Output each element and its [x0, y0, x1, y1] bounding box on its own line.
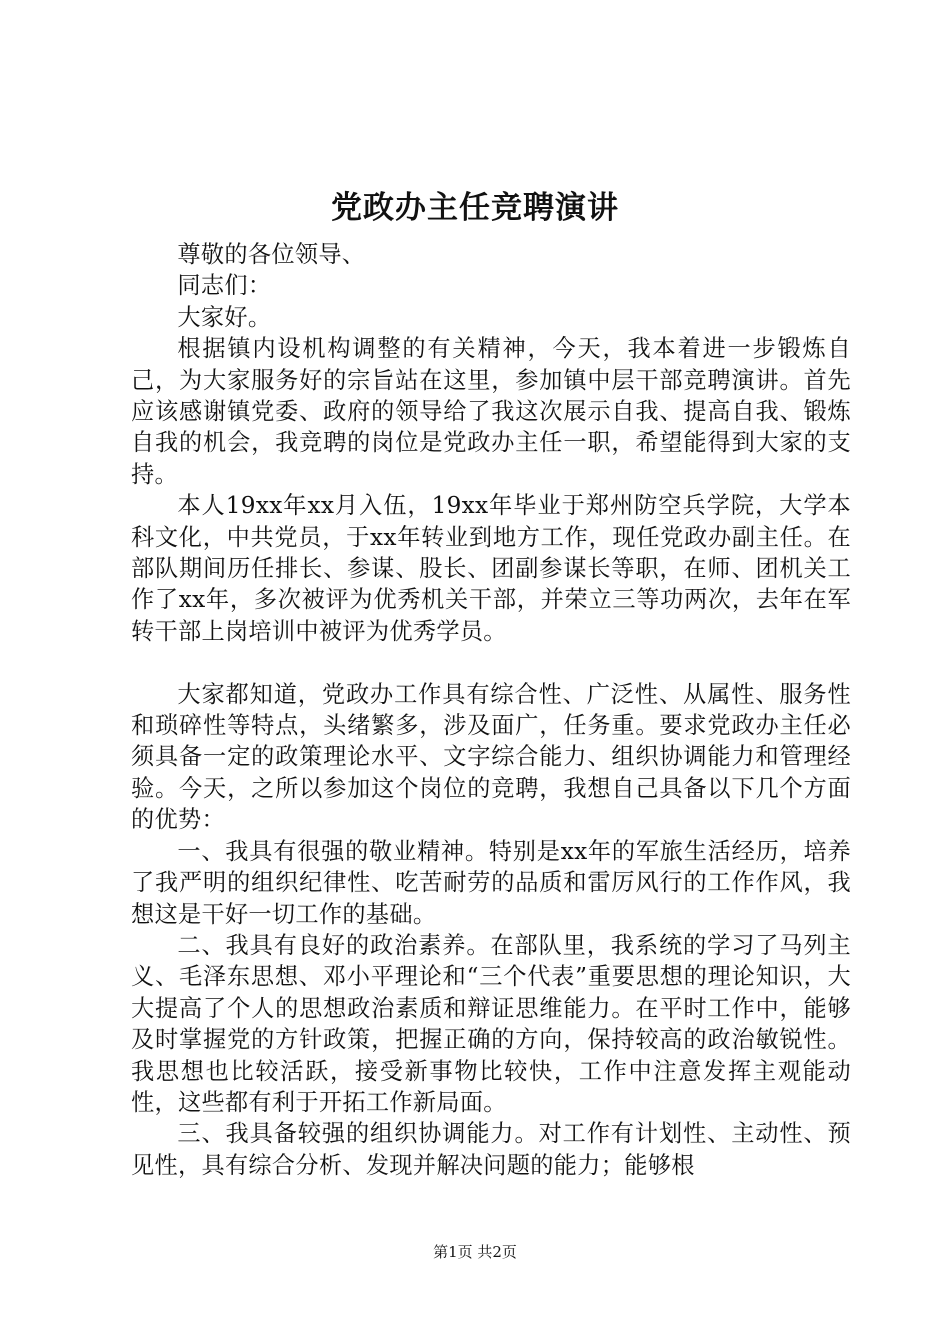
paragraph-point-3: 三、我具备较强的组织协调能力。对工作有计划性、主动性、预见性，具有综合分析、发现并解决问题的能力；能够根 [131, 1120, 851, 1179]
greeting: 大家好。 [177, 303, 272, 331]
paragraph-background: 本人19xx年xx月入伍，19xx年毕业于郑州防空兵学院，大学本科文化，中共党员，于xx年转业到地方工作，现任党政办副主任。在部队期间历任排长、参谋、股长、团副参谋长等职，在师、团机关工作了xx年，多次被评为优秀机关干部，并荣立三等功两次，去年在军转干部上岗培训中被评为优秀学员。 [131, 492, 851, 645]
paragraph-point-1: 一、我具有很强的敬业精神。特别是xx年的军旅生活经历，培养了我严明的组织纪律性、吃苦耐劳的品质和雷厉风行的工作作风，我想这是干好一切工作的基础。 [131, 837, 851, 928]
paragraph-requirements: 大家都知道，党政办工作具有综合性、广泛性、从属性、服务性和琐碎性等特点，头绪繁多，涉及面广，任务重。要求党政办主任必须具备一定的政策理论水平、文字综合能力、组织协调能力和管理经验。今天，之所以参加这个岗位的竞聘，我想自己具备以下几个方面的优势： [131, 680, 851, 834]
page-number-footer: 第1页 共2页 [433, 1243, 517, 1261]
document-title: 党政办主任竞聘演讲 [331, 190, 619, 226]
salutation-line-1: 尊敬的各位领导、 [177, 241, 366, 268]
paragraph-intro: 根据镇内设机构调整的有关精神，今天，我本着进一步锻炼自己，为大家服务好的宗旨站在这里，参加镇中层干部竞聘演讲。首先应该感谢镇党委、政府的领导给了我这次展示自我、提高自我、锻炼自我的机会，我竞聘的岗位是党政办主任一职，希望能得到大家的支持。 [131, 335, 851, 488]
salutation-line-2: 同志们： [177, 272, 272, 300]
paragraph-point-2: 二、我具有良好的政治素养。在部队里，我系统的学习了马列主义、毛泽东思想、邓小平理论和“三个代表”重要思想的理论知识，大大提高了个人的思想政治素质和辩证思维能力。在平时工作中，能够及时掌握党的方针政策，把握正确的方向，保持较高的政治敏锐性。我思想也比较活跃，接受新事物比较快，工作中注意发挥主观能动性，这些都有利于开拓工作新局面。 [131, 931, 851, 1116]
document-body [131, 239, 851, 1181]
